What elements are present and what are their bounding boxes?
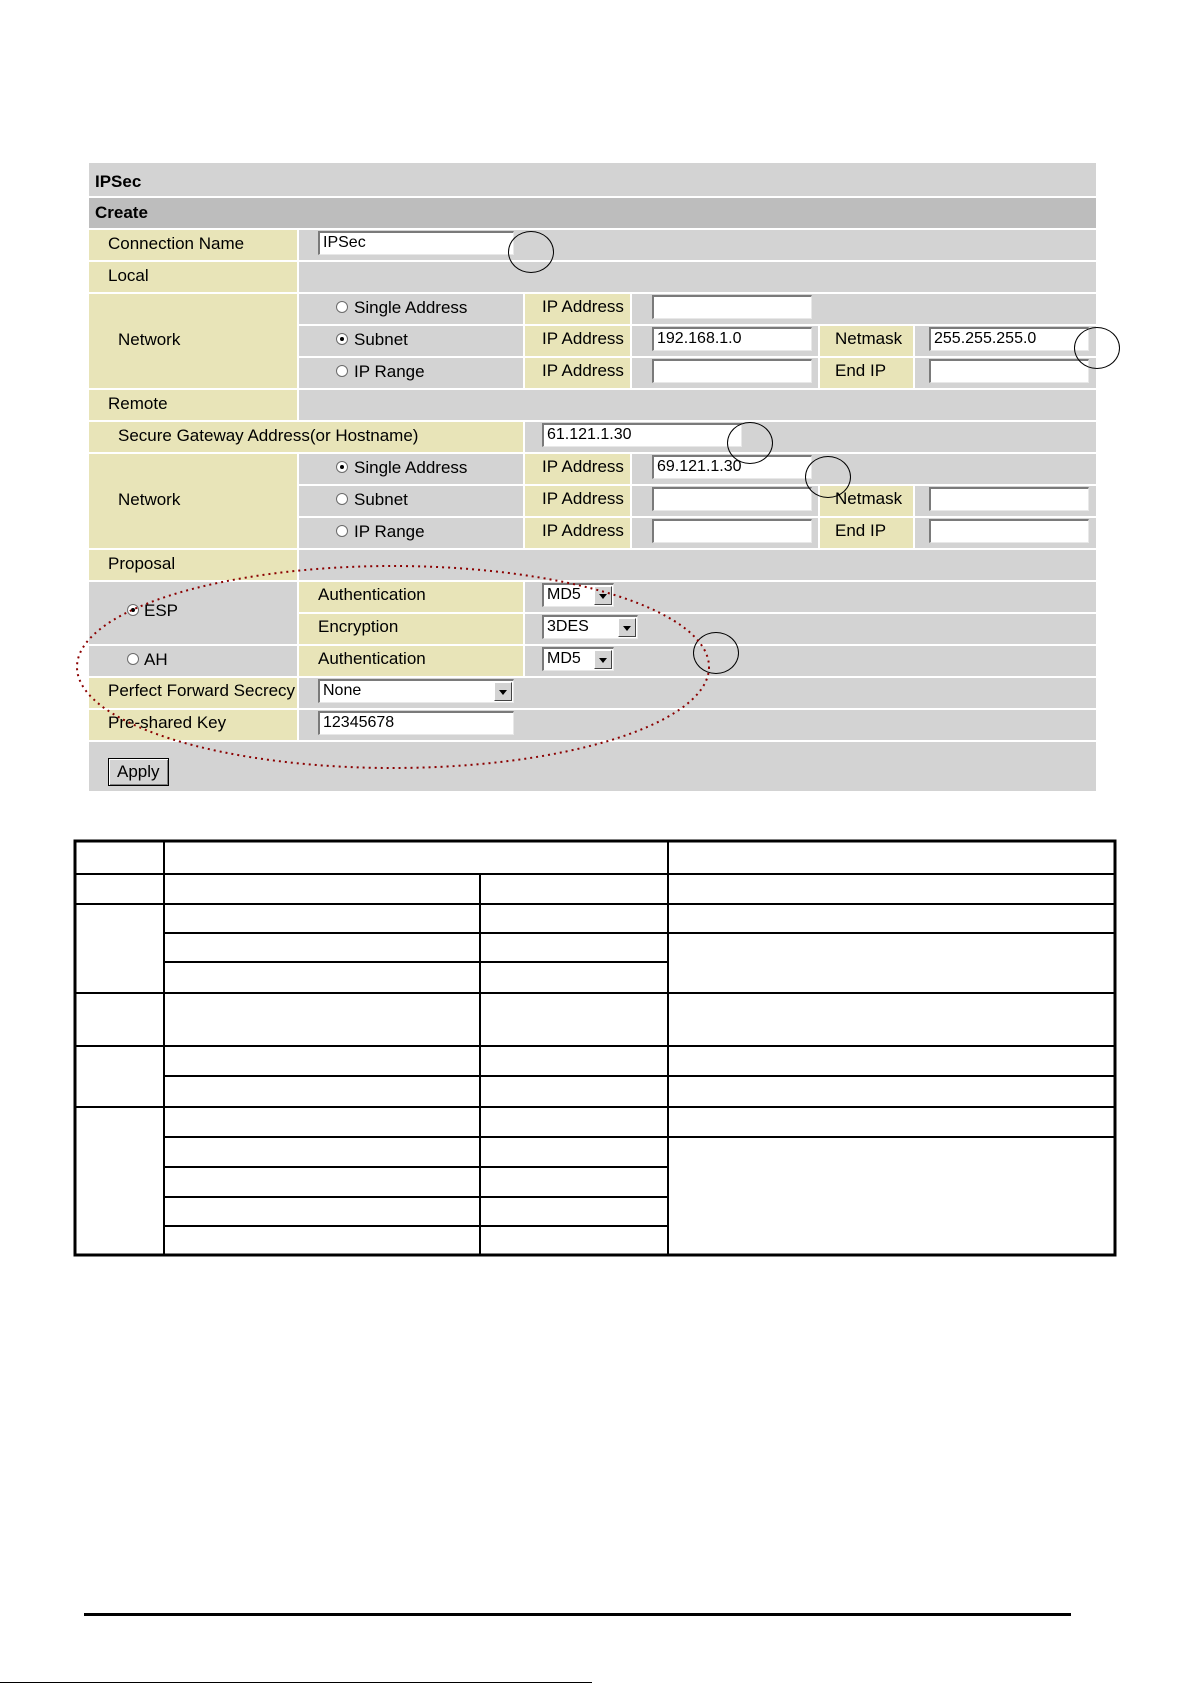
local-ip-label-2: IP Address [542,329,624,348]
pfs-label: Perfect Forward Secrecy [108,681,296,700]
local-ip-label-3: IP Address [542,361,624,380]
local-network-label: Network [118,330,181,349]
local-subnet-ip-input[interactable]: 192.168.1.0 [652,327,812,351]
local-single-address-label: Single Address [354,298,468,317]
esp-authentication-label: Authentication [318,585,426,604]
gateway-input[interactable]: 61.121.1.30 [542,423,742,447]
ah-label: AH [144,650,168,669]
remote-ip-label-1: IP Address [542,457,624,476]
remote-single-address-label: Single Address [354,458,468,477]
remote-ip-range-label: IP Range [354,522,425,541]
footer-divider [84,1613,1071,1616]
remote-end-ip-label: End IP [835,521,887,540]
gateway-label: Secure Gateway Address(or Hostname) [118,426,419,445]
local-netmask-input[interactable]: 255.255.255.0 [929,327,1089,351]
pfs-value: None [323,682,362,699]
local-netmask-label: Netmask [835,329,903,348]
remote-ip-label-2: IP Address [542,489,624,508]
remote-subnet-label: Subnet [354,490,408,509]
ah-authentication-value: MD5 [547,650,581,667]
local-ip-range-label: IP Range [354,362,425,381]
psk-input[interactable]: 12345678 [318,711,514,735]
local-end-ip-label: End IP [835,361,887,380]
esp-encryption-label: Encryption [318,617,399,636]
connection-name-label: Connection Name [108,234,245,253]
page-title: IPSec [95,172,142,191]
ah-authentication-label: Authentication [318,649,426,668]
connection-name-input[interactable]: IPSec [318,231,514,255]
remote-single-ip-input[interactable]: 69.121.1.30 [652,455,812,479]
proposal-label: Proposal [108,554,176,573]
esp-label: ESP [144,601,179,620]
remote-network-label: Network [118,490,181,509]
section-title: Create [95,203,148,222]
bottom-rule [0,1682,592,1683]
remote-netmask-label: Netmask [835,489,903,508]
esp-authentication-value: MD5 [547,586,581,603]
local-label: Local [108,266,149,285]
remote-label: Remote [108,394,168,413]
apply-button[interactable]: Apply [108,758,169,786]
esp-encryption-value: 3DES [547,618,589,635]
psk-label: Pre-shared Key [108,713,227,732]
local-ip-label-1: IP Address [542,297,624,316]
remote-ip-label-3: IP Address [542,521,624,540]
local-subnet-label: Subnet [354,330,408,349]
